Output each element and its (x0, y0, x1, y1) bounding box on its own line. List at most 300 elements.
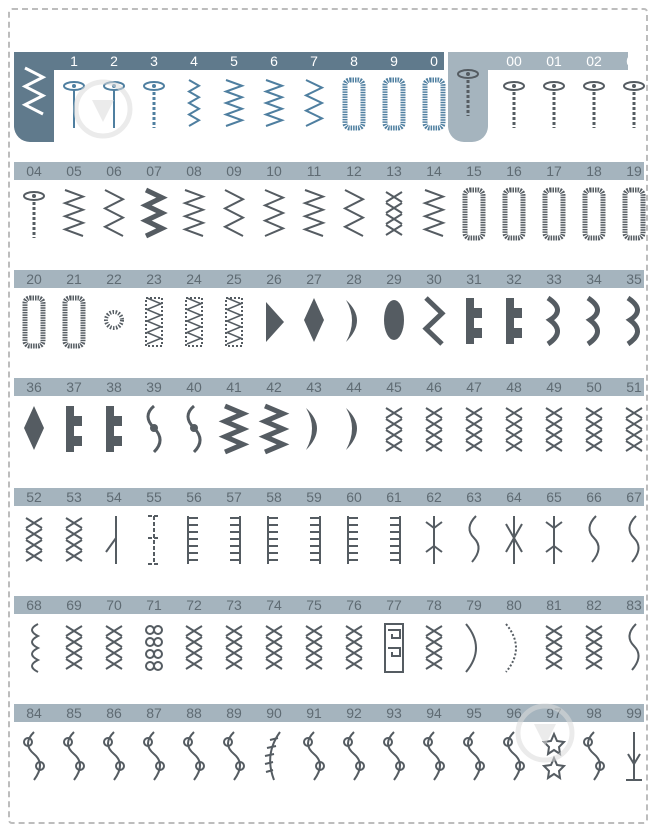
stitch-pattern-79 (454, 616, 494, 678)
stitch-pattern-71 (134, 616, 174, 678)
stitch-glyph-42 (254, 398, 294, 460)
stitch-pattern-14 (414, 182, 454, 244)
stitch-number-74: 74 (266, 597, 282, 613)
stitch-glyph-59 (294, 508, 334, 570)
stitch-number-87: 87 (146, 705, 162, 721)
stitch-pattern-86 (94, 724, 134, 786)
stitch-glyph-5 (214, 72, 254, 134)
stitch-pattern-63 (454, 508, 494, 570)
stitch-glyph-33 (534, 290, 574, 352)
stitch-number-36: 36 (26, 379, 42, 395)
stitch-number-46: 46 (426, 379, 442, 395)
stitch-number-84: 84 (26, 705, 42, 721)
stitch-number-95: 95 (466, 705, 482, 721)
stitch-pattern-19 (614, 182, 654, 244)
stitch-number-57: 57 (226, 489, 242, 505)
stitch-number-08: 08 (186, 163, 202, 179)
stitch-pattern-82 (574, 616, 614, 678)
stitch-pattern-58 (254, 508, 294, 570)
stitch-pattern-5 (214, 72, 254, 134)
stitch-glyph-22 (94, 290, 134, 352)
stitch-number-69: 69 (66, 597, 82, 613)
stitch-glyph-56 (174, 508, 214, 570)
stitch-number-19: 19 (626, 163, 642, 179)
stitch-pattern-67 (614, 508, 654, 570)
stitch-pattern-99 (614, 724, 654, 786)
stitch-number-70: 70 (106, 597, 122, 613)
stitch-pattern-06 (94, 182, 134, 244)
stitch-glyph-73 (214, 616, 254, 678)
stitch-pattern-00 (494, 72, 534, 134)
stitch-number-44: 44 (346, 379, 362, 395)
stitch-pattern-30 (414, 290, 454, 352)
stitch-glyph-69 (54, 616, 94, 678)
watermark-icon (514, 702, 576, 769)
stitch-number-86: 86 (106, 705, 122, 721)
stitch-number-52: 52 (26, 489, 42, 505)
stitch-glyph-40 (174, 398, 214, 460)
stitch-glyph-4 (174, 72, 214, 134)
stitch-pattern-98 (574, 724, 614, 786)
stitch-pattern-22 (94, 290, 134, 352)
stitch-number-25: 25 (226, 271, 242, 287)
stitch-pattern-62 (414, 508, 454, 570)
stitch-pattern-20 (14, 290, 54, 352)
stitch-pattern-40 (174, 398, 214, 460)
stitch-number-32: 32 (506, 271, 522, 287)
stitch-glyph-17 (534, 182, 574, 244)
stitch-pattern-07 (134, 182, 174, 244)
stitch-glyph-30 (414, 290, 454, 352)
stitch-pattern-3 (134, 72, 174, 134)
stitch-number-00: 00 (506, 53, 522, 69)
stitch-number-8: 8 (350, 53, 358, 69)
stitch-number-80: 80 (506, 597, 522, 613)
stitch-glyph-50 (574, 398, 614, 460)
stitch-glyph-87 (134, 724, 174, 786)
stitch-glyph-62 (414, 508, 454, 570)
stitch-pattern-10 (254, 182, 294, 244)
stitch-pattern-92 (334, 724, 374, 786)
stitch-glyph-75 (294, 616, 334, 678)
stitch-number-33: 33 (546, 271, 562, 287)
stitch-number-45: 45 (386, 379, 402, 395)
stitch-glyph-09 (214, 182, 254, 244)
stitch-pattern-66 (574, 508, 614, 570)
stitch-number-6: 6 (270, 53, 278, 69)
stitch-glyph-70 (94, 616, 134, 678)
stitch-glyph-92 (334, 724, 374, 786)
stitch-number-42: 42 (266, 379, 282, 395)
stitch-glyph-83 (614, 616, 654, 678)
stitch-number-24: 24 (186, 271, 202, 287)
stitch-pattern-94 (414, 724, 454, 786)
stitch-number-0: 0 (430, 53, 438, 69)
stitch-pattern-28 (334, 290, 374, 352)
stitch-pattern-08 (174, 182, 214, 244)
stitch-number-28: 28 (346, 271, 362, 287)
stitch-number-53: 53 (66, 489, 82, 505)
stitch-pattern-80 (494, 616, 534, 678)
stitch-pattern-56 (174, 508, 214, 570)
stitch-pattern-84 (14, 724, 54, 786)
stitch-number-72: 72 (186, 597, 202, 613)
stitch-number-9: 9 (390, 53, 398, 69)
stitch-pattern-75 (294, 616, 334, 678)
stitch-pattern-47 (454, 398, 494, 460)
stitch-glyph-45 (374, 398, 414, 460)
stitch-number-15: 15 (466, 163, 482, 179)
stitch-number-81: 81 (546, 597, 562, 613)
stitch-glyph-18 (574, 182, 614, 244)
stitch-number-13: 13 (386, 163, 402, 179)
stitch-number-55: 55 (146, 489, 162, 505)
stitch-number-66: 66 (586, 489, 602, 505)
stitch-pattern-8 (334, 72, 374, 134)
stitch-glyph-78 (414, 616, 454, 678)
stitch-glyph-71 (134, 616, 174, 678)
stitch-pattern-55 (134, 508, 174, 570)
stitch-number-83: 83 (626, 597, 642, 613)
watermark-icon (72, 78, 134, 145)
stitch-number-16: 16 (506, 163, 522, 179)
stitch-number-39: 39 (146, 379, 162, 395)
stitch-glyph-10 (254, 182, 294, 244)
stitch-glyph-43 (294, 398, 334, 460)
stitch-number-64: 64 (506, 489, 522, 505)
stitch-pattern-83 (614, 616, 654, 678)
stitch-glyph-63 (454, 508, 494, 570)
stitch-glyph-60 (334, 508, 374, 570)
stitch-glyph-25 (214, 290, 254, 352)
stitch-glyph-68 (14, 616, 54, 678)
stitch-pattern-57 (214, 508, 254, 570)
stitch-number-91: 91 (306, 705, 322, 721)
stitch-glyph-82 (574, 616, 614, 678)
stitch-glyph-28 (334, 290, 374, 352)
stitch-glyph-66 (574, 508, 614, 570)
stitch-pattern-65 (534, 508, 574, 570)
stitch-number-41: 41 (226, 379, 242, 395)
stitch-pattern-48 (494, 398, 534, 460)
stitch-pattern-33 (534, 290, 574, 352)
stitch-number-11: 11 (306, 163, 322, 179)
stitch-pattern-6 (254, 72, 294, 134)
stitch-number-03: 03 (626, 53, 642, 69)
stitch-glyph-84 (14, 724, 54, 786)
stitch-pattern-54 (94, 508, 134, 570)
stitch-glyph-02 (574, 72, 614, 134)
stitch-pattern-77 (374, 616, 414, 678)
stitch-number-50: 50 (586, 379, 602, 395)
stitch-pattern-32 (494, 290, 534, 352)
stitch-glyph-81 (534, 616, 574, 678)
stitch-glyph-76 (334, 616, 374, 678)
stitch-glyph-44 (334, 398, 374, 460)
stitch-glyph-24 (174, 290, 214, 352)
stitch-pattern-52 (14, 508, 54, 570)
stitch-pattern-4 (174, 72, 214, 134)
stitch-glyph-67 (614, 508, 654, 570)
stitch-pattern-9 (374, 72, 414, 134)
stitch-glyph-13 (374, 182, 414, 244)
stitch-number-92: 92 (346, 705, 362, 721)
stitch-pattern-70 (94, 616, 134, 678)
stitch-glyph-14 (414, 182, 454, 244)
stitch-pattern-44 (334, 398, 374, 460)
stitch-pattern-87 (134, 724, 174, 786)
stitch-pattern-69 (54, 616, 94, 678)
stitch-number-30: 30 (426, 271, 442, 287)
stitch-glyph-98 (574, 724, 614, 786)
stitch-pattern-50 (574, 398, 614, 460)
stitch-glyph-23 (134, 290, 174, 352)
stitch-glyph-12 (334, 182, 374, 244)
stitch-pattern-91 (294, 724, 334, 786)
stitch-glyph-06 (94, 182, 134, 244)
stitch-number-35: 35 (626, 271, 642, 287)
stitch-pattern-85 (54, 724, 94, 786)
stitch-number-98: 98 (586, 705, 602, 721)
stitch-number-75: 75 (306, 597, 322, 613)
stitch-number-06: 06 (106, 163, 122, 179)
stitch-pattern-38 (94, 398, 134, 460)
stitch-glyph-51 (614, 398, 654, 460)
stitch-pattern-45 (374, 398, 414, 460)
stitch-pattern-42 (254, 398, 294, 460)
stitch-glyph-95 (454, 724, 494, 786)
stitch-pattern-90 (254, 724, 294, 786)
stitch-pattern-05 (54, 182, 94, 244)
stitch-number-77: 77 (386, 597, 402, 613)
stitch-number-99: 99 (626, 705, 642, 721)
stitch-number-54: 54 (106, 489, 122, 505)
stitch-number-22: 22 (106, 271, 122, 287)
stitch-number-47: 47 (466, 379, 482, 395)
stitch-glyph-19 (614, 182, 654, 244)
stitch-glyph-36 (14, 398, 54, 460)
stitch-pattern-12 (334, 182, 374, 244)
stitch-pattern-01 (534, 72, 574, 134)
stitch-pattern-25 (214, 290, 254, 352)
stitch-glyph-47 (454, 398, 494, 460)
stitch-number-76: 76 (346, 597, 362, 613)
stitch-glyph-79 (454, 616, 494, 678)
stitch-number-17: 17 (546, 163, 562, 179)
stitch-glyph-52 (14, 508, 54, 570)
stitch-pattern-93 (374, 724, 414, 786)
stitch-glyph-93 (374, 724, 414, 786)
stitch-glyph-7 (294, 72, 334, 134)
stitch-number-1: 1 (70, 53, 78, 69)
stitch-number-96: 96 (506, 705, 522, 721)
stitch-glyph-58 (254, 508, 294, 570)
stitch-pattern-81 (534, 616, 574, 678)
stitch-pattern-16 (494, 182, 534, 244)
stitch-number-48: 48 (506, 379, 522, 395)
stitch-number-26: 26 (266, 271, 282, 287)
stitch-glyph-34 (574, 290, 614, 352)
stitch-number-21: 21 (66, 271, 82, 287)
stitch-glyph-90 (254, 724, 294, 786)
stitch-glyph-29 (374, 290, 414, 352)
stitch-glyph-3 (134, 72, 174, 134)
stitch-pattern-04 (14, 182, 54, 244)
stitch-number-49: 49 (546, 379, 562, 395)
stitch-number-43: 43 (306, 379, 322, 395)
stitch-number-40: 40 (186, 379, 202, 395)
stitch-glyph-64 (494, 508, 534, 570)
stitch-glyph-55 (134, 508, 174, 570)
stitch-glyph-41 (214, 398, 254, 460)
stitch-pattern-72 (174, 616, 214, 678)
stitch-number-27: 27 (306, 271, 322, 287)
stitch-number-7: 7 (310, 53, 318, 69)
stitch-glyph-88 (174, 724, 214, 786)
stitch-pattern-61 (374, 508, 414, 570)
stitch-number-31: 31 (466, 271, 482, 287)
stitch-number-63: 63 (466, 489, 482, 505)
stitch-glyph-77 (374, 616, 414, 678)
stitch-pattern-17 (534, 182, 574, 244)
stitch-pattern-35 (614, 290, 654, 352)
stitch-number-62: 62 (426, 489, 442, 505)
stitch-number-14: 14 (426, 163, 442, 179)
stitch-number-20: 20 (26, 271, 42, 287)
stitch-number-37: 37 (66, 379, 82, 395)
stitch-number-09: 09 (226, 163, 242, 179)
stitch-number-51: 51 (626, 379, 642, 395)
stitch-number-71: 71 (146, 597, 162, 613)
stitch-number-34: 34 (586, 271, 602, 287)
stitch-number-65: 65 (546, 489, 562, 505)
stitch-number-78: 78 (426, 597, 442, 613)
pattern-select-icon (14, 60, 54, 122)
stitch-pattern-29 (374, 290, 414, 352)
stitch-pattern-26 (254, 290, 294, 352)
stitch-glyph-49 (534, 398, 574, 460)
stitch-pattern-76 (334, 616, 374, 678)
stitch-pattern-13 (374, 182, 414, 244)
stitch-pattern-41 (214, 398, 254, 460)
stitch-pattern-74 (254, 616, 294, 678)
stitch-glyph-99 (614, 724, 654, 786)
stitch-glyph-05 (54, 182, 94, 244)
stitch-glyph-11 (294, 182, 334, 244)
stitch-glyph-00 (494, 72, 534, 134)
stitch-glyph-61 (374, 508, 414, 570)
stitch-glyph-94 (414, 724, 454, 786)
stitch-number-2: 2 (110, 53, 118, 69)
stitch-number-82: 82 (586, 597, 602, 613)
stitch-glyph-85 (54, 724, 94, 786)
stitch-number-85: 85 (66, 705, 82, 721)
stitch-glyph-38 (94, 398, 134, 460)
stitch-glyph-54 (94, 508, 134, 570)
stitch-pattern-11 (294, 182, 334, 244)
stitch-glyph-57 (214, 508, 254, 570)
stitch-glyph-26 (254, 290, 294, 352)
stitch-pattern-31 (454, 290, 494, 352)
stitch-pattern-46 (414, 398, 454, 460)
stitch-glyph-74 (254, 616, 294, 678)
stitch-number-07: 07 (146, 163, 162, 179)
stitch-pattern-49 (534, 398, 574, 460)
stitch-pattern-51 (614, 398, 654, 460)
stitch-pattern-73 (214, 616, 254, 678)
stitch-number-56: 56 (186, 489, 202, 505)
stitch-glyph-15 (454, 182, 494, 244)
stitch-number-23: 23 (146, 271, 162, 287)
stitch-pattern-88 (174, 724, 214, 786)
stitch-glyph-9 (374, 72, 414, 134)
stitch-glyph-32 (494, 290, 534, 352)
stitch-pattern-68 (14, 616, 54, 678)
stitch-number-90: 90 (266, 705, 282, 721)
buttonhole-icon (448, 60, 488, 122)
stitch-number-12: 12 (346, 163, 362, 179)
stitch-number-59: 59 (306, 489, 322, 505)
stitch-pattern-27 (294, 290, 334, 352)
stitch-number-38: 38 (106, 379, 122, 395)
stitch-glyph-20 (14, 290, 54, 352)
stitch-pattern-34 (574, 290, 614, 352)
stitch-pattern-18 (574, 182, 614, 244)
stitch-pattern-78 (414, 616, 454, 678)
stitch-glyph-39 (134, 398, 174, 460)
stitch-number-94: 94 (426, 705, 442, 721)
stitch-glyph-8 (334, 72, 374, 134)
stitch-number-68: 68 (26, 597, 42, 613)
stitch-pattern-36 (14, 398, 54, 460)
stitch-pattern-09 (214, 182, 254, 244)
stitch-glyph-72 (174, 616, 214, 678)
stitch-number-5: 5 (230, 53, 238, 69)
stitch-pattern-39 (134, 398, 174, 460)
stitch-pattern-60 (334, 508, 374, 570)
stitch-number-05: 05 (66, 163, 82, 179)
stitch-pattern-37 (54, 398, 94, 460)
stitch-glyph-27 (294, 290, 334, 352)
stitch-number-67: 67 (626, 489, 642, 505)
stitch-glyph-37 (54, 398, 94, 460)
stitch-pattern-23 (134, 290, 174, 352)
stitch-pattern-24 (174, 290, 214, 352)
stitch-pattern-95 (454, 724, 494, 786)
stitch-glyph-35 (614, 290, 654, 352)
stitch-pattern-15 (454, 182, 494, 244)
stitch-number-79: 79 (466, 597, 482, 613)
stitch-glyph-16 (494, 182, 534, 244)
stitch-number-4: 4 (190, 53, 198, 69)
stitch-glyph-89 (214, 724, 254, 786)
stitch-number-10: 10 (266, 163, 282, 179)
stitch-pattern-7 (294, 72, 334, 134)
stitch-glyph-91 (294, 724, 334, 786)
stitch-number-88: 88 (186, 705, 202, 721)
stitch-number-18: 18 (586, 163, 602, 179)
stitch-number-73: 73 (226, 597, 242, 613)
stitch-pattern-53 (54, 508, 94, 570)
stitch-number-89: 89 (226, 705, 242, 721)
stitch-number-04: 04 (26, 163, 42, 179)
stitch-pattern-43 (294, 398, 334, 460)
stitch-number-61: 61 (386, 489, 402, 505)
stitch-glyph-07 (134, 182, 174, 244)
stitch-glyph-6 (254, 72, 294, 134)
stitch-number-29: 29 (386, 271, 402, 287)
stitch-glyph-48 (494, 398, 534, 460)
